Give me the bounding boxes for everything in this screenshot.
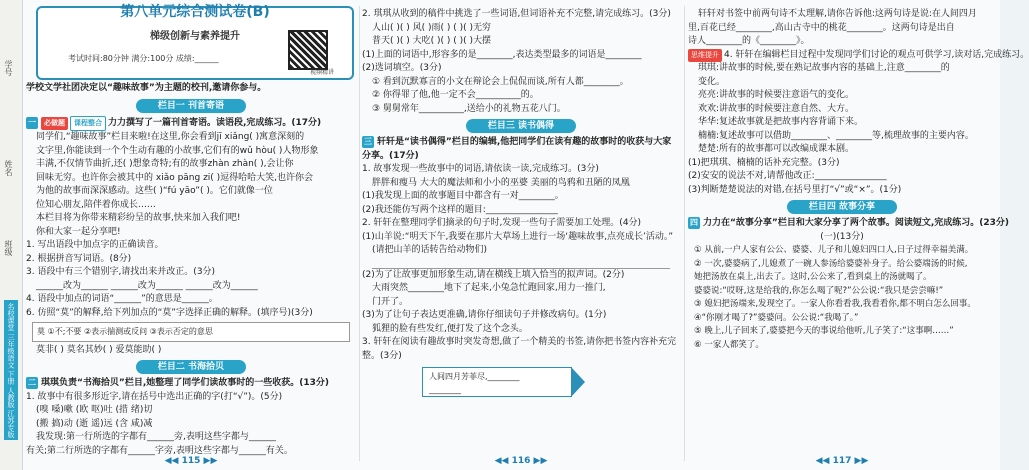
sub-question: 1. 故事发现一些故事中的词语,请依读一读,完成练习。(3分) [362, 164, 599, 174]
class-label: 班级 [4, 240, 13, 256]
answer-blank[interactable]: 里,百花已经________,高山古寺中的桃花________。这两句诗是出自 [688, 22, 955, 33]
story-text: ① 从前,一户人家有公公、婆婆、儿子和儿媳妇四口人,日子过得幸福美满。 ② 一次,婆婆病了,儿媳煮了一碗人参汤给婆婆补身子。给公婆端汤的时候, 她把汤放在桌上,出去了。这时,公公来了,看到桌上的汤就喝了。 婆婆说:“哎呀,这是给我的,你怎么喝了呢?”公公说:“我只是尝尝嘛!” ③ 媳妇把汤端来,发现空了。一家人你看看我,我看看你,都不明白怎么回事。 ④“你刚才喝了?”婆婆问。公公说:“我喝了。” ⑤ 晚上,儿子回来了,婆婆把今天的事说给他听,儿子笑了:“这事啊……” ⑥ 一家人都笑了。 [694, 245, 976, 350]
sub-question: 2. 轩轩在整理同学们摘录的句子时,发现一些句子需要加工处理。(4分) [362, 218, 642, 228]
choice-row[interactable]: (嗅 嗓)嗽 (欧 呕)吐 (措 绪)切 [36, 405, 153, 415]
must-do-tag: 必做题 [41, 117, 68, 131]
qr-label: 视频精讲 [309, 69, 334, 76]
sub-question: 3. 语段中有三个错别字,请找出来并改正。(3分) [26, 267, 216, 277]
section-banner-4: 栏目四 故事分享 [787, 200, 897, 214]
question-5-heading: 四 力力在“故事分享”栏目和大家分享了两个故事。阅读短文,完成练习。(23分) [690, 218, 1010, 228]
sentence-to-fix[interactable]: 狐狸的脸有些发红,便打发了这个念头。 [372, 323, 528, 334]
answer-blank[interactable]: (1)我发现上面的故事题目中都含有一对________。 [362, 191, 564, 201]
answer-line[interactable] [372, 258, 670, 269]
page-title: 第八单元综合测试卷(B) [120, 4, 270, 20]
bookmark-card[interactable]: 人间四月芳菲尽,________ ________ [422, 367, 572, 397]
page-number: ◀◀ 117 ▶▶ [815, 455, 869, 466]
section-banner-3: 栏目三 读书偶得 [466, 119, 576, 133]
sub-question: (1)把琪琪、楠楠的话补充完整。(3分) [688, 157, 840, 168]
sub-question[interactable]: (1)上面的词语中,形容多的是________,表达类型最多的词语是________ [362, 49, 642, 60]
answer-blank[interactable]: 轩轩对书签中前两句诗不太理解,请你告诉他:这两句诗是说:在人间四月 [698, 9, 977, 19]
question-4-heading: 思维提升 4. 轩轩在编辑栏目过程中发现同学们讨论的观点可供学习,读对话,完成练习。 [688, 49, 996, 63]
sub-question: (1)山羊说:“明天下午,我要在那片大草场上进行一场‘趣味故事,点亮成长’活动。” [362, 231, 674, 242]
question-number: 一 [28, 117, 36, 127]
story-titles: 胖胖和瘦马 大大的魔法师和小小的巫婆 美丽的鸟鸦和丑陋的凤凰 [372, 177, 630, 188]
page-divider [684, 6, 685, 461]
page-number: ◀◀ 115 ▶▶ [164, 455, 218, 466]
instruction: (请把山羊的话转告给动物们) [372, 245, 488, 255]
thinking-tag: 思维提升 [688, 49, 722, 63]
section-banner-1: 栏目一 刊首寄语 [136, 99, 246, 113]
sub-question: 4. 语段中加点的词语“______”的意思是______。 [26, 294, 218, 304]
answer-blank[interactable]: 莫非( ) 莫名其妙( ) 爱莫能助( ) [36, 344, 162, 355]
question-3-heading: 三 轩轩是“读书偶得”栏目的编辑,他把同学们在读有趣的故事时的收获与大家分享。(17分) [362, 137, 672, 161]
intro-text: 学校文学社团决定以“趣味故事”为主题的校刊,邀请你参与。 [26, 83, 267, 93]
sub-question: 2. 根据拼音写词语。(8分) [26, 253, 132, 264]
answer-blank[interactable]: (3)判断楚楚说法的对错,在括号里打“√”或“×”。(1分) [688, 184, 902, 195]
page-subtitle: 梯级创新与素养提升 [150, 31, 240, 42]
question-1-heading: 一 必做题 课程整合 力力撰写了一篇刊首寄语。读语段,完成练习。(17分) [26, 116, 356, 132]
page-number: ◀◀ 116 ▶▶ [494, 455, 548, 466]
passage-1: 同学们,“趣味故事”栏目来啦!在这里,你会看到jī xiǎng( )寓意深刻的 文字里,你能读到一个个生动有趣的小故事,它们有的wǔ hòu( )人物形象 丰满,不仅情节曲折,还( )想象奇特;有的故事zhàn zhàn( ),会让你 回味无穷。也许你会被其中的 xiǎo pāng zi( )逗得哈哈大笑,也许你会 为他的故事而深深感动。这些( )“fú yāo”( )。它们就像一位 位知心朋友,陪伴着你成长…… 本栏目将为你带来精彩纷呈的故事,快来加入我们吧! 你和大家一起分享吧! [36, 132, 319, 237]
page-117 [688, 0, 1029, 470]
definition-note: 莫 ①不;不要 ②表示揣测或反问 ③表示否定的意思 [32, 322, 350, 342]
page-116 [362, 0, 680, 470]
answer-blank[interactable]: 有关;第二行所选的字都有______字旁,表明这些字都与______有关。 [26, 445, 293, 456]
integration-tag: 课程整合 [70, 116, 106, 132]
test-title-box [36, 6, 354, 80]
student-id-label: 学号 [4, 60, 13, 76]
answer-blank[interactable]: 普天( )( ) 大吃( )( ) ( )( )大摆 [372, 36, 492, 46]
answer-blank[interactable]: ③ 舅舅常年__________,送给小的礼物五花八门。 [372, 103, 566, 114]
qr-code-icon[interactable] [288, 30, 328, 70]
sub-question: 3. 轩轩在阅读有趣故事时突发奇想,做了一个精美的书签,请你把书签内容补充完整。(3分) [362, 337, 677, 361]
sub-question: 6. 仿照“莫”的解释,给下列加点的“莫”字选择正确的解释。(填序号)(3分) [26, 307, 313, 318]
dialog-block: 琪琪:讲故事的时候,要在熟记故事内容的基础上,注意________的 变化。 亮亮:讲故事的时候要注意语气的变化。 欢欢:讲故事的时候要注意自然、大方。 华华:复述故事就是把故事内容背诵下来。 楠楠:复述故事可以借助________、________等,梳理故事的主要内容。 楚楚:所有的故事都可以改编成课本剧。 [698, 63, 974, 154]
sub-question: 1. 故事中有很多形近字,请在括号中选出正确的字(打“√”)。(5分) [26, 391, 283, 402]
answer-blank[interactable]: 我发现:第一行所选的字都有______旁,表明这些字都与______ [36, 432, 276, 442]
story-title: (一)(13分) [820, 231, 864, 242]
answer-blank[interactable]: (2)安安的说法不对,请帮他改正:________________ [688, 171, 887, 181]
answer-blank[interactable]: ______改为______ ______改为______ ______改为______ [36, 280, 258, 291]
sub-question: (3)为了让句子表达更准确,请你仔细读句子并修改病句。(1分) [362, 310, 607, 320]
answer-blank[interactable]: 诗人________的《________》。 [688, 36, 810, 46]
choice-row[interactable]: (搬 搞)动 (逝 遥)远 (含 咸)减 [36, 418, 153, 429]
section-banner-2: 栏目二 书海拾贝 [136, 360, 246, 374]
answer-blank[interactable]: 大雨突然________地下了起来,小兔急忙跑回家,用力一推门, [372, 283, 606, 293]
page-divider [359, 6, 360, 461]
sub-question: (2)为了让故事更加形象生动,请在横线上填入恰当的拟声词。(2分) [362, 269, 625, 280]
sub-question: (2)选词填空。(3分) [362, 63, 442, 73]
binding-edge [0, 0, 23, 470]
question-2-heading: 二 琪琪负责“书海拾贝”栏目,她整理了同学们读故事时的一些收获。(13分) [28, 378, 330, 388]
answer-blank[interactable]: 门开了。 [372, 296, 409, 307]
sub-question: 1. 写出语段中加点字的正确读音。 [26, 240, 164, 250]
exam-meta: 考试时间:80分钟 满分:100分 成绩:______ [68, 54, 219, 63]
series-strip: 名校课堂 三年级语文 下册 人教版 江苏专版 [4, 300, 18, 440]
name-label: 姓名 [4, 160, 13, 176]
sub-question: 2. 琪琪从收到的稿件中挑选了一些词语,但词语补充不完整,请完成练习。(3分) [362, 9, 671, 19]
answer-blank[interactable]: 人山( )( ) 风( )雨( ) ( )( )无穷 [372, 22, 492, 33]
answer-blank[interactable]: ① 看到沉默寡言的小文在辩论会上侃侃而谈,所有人都________。 [372, 76, 629, 87]
page-115 [26, 0, 356, 470]
answer-blank[interactable]: ② 你得罪了他,他一定不会__________的。 [372, 90, 539, 100]
answer-blank[interactable]: (2)我还能仿写两个这样的题目:________________ [362, 204, 558, 215]
